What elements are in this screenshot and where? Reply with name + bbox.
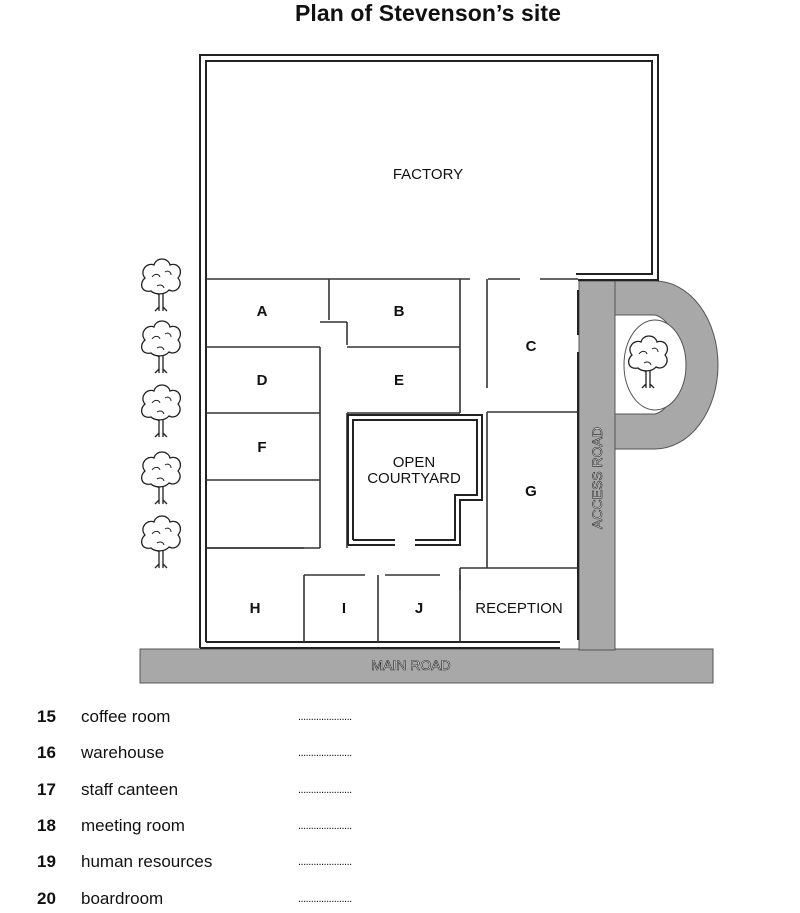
answer-blank[interactable]: ..................... xyxy=(298,893,352,905)
question-row xyxy=(0,852,800,876)
answer-blank[interactable]: ..................... xyxy=(298,820,352,832)
room-f: F xyxy=(257,439,267,456)
question-row xyxy=(0,889,800,913)
tree-icon xyxy=(142,259,181,311)
tree-icon xyxy=(142,385,181,437)
answer-blank[interactable]: ..................... xyxy=(298,784,352,796)
question-row xyxy=(0,743,800,767)
room-g: G xyxy=(525,483,537,500)
question-number: 15 xyxy=(37,707,56,726)
tree-icon xyxy=(142,516,181,568)
room-j: J xyxy=(414,600,424,617)
room-h: H xyxy=(249,600,261,617)
question-row xyxy=(0,707,800,731)
question-number: 20 xyxy=(37,889,56,908)
question-label: coffee room xyxy=(81,707,171,726)
question-label: staff canteen xyxy=(81,780,179,799)
room-d: D xyxy=(256,372,268,389)
question-label: boardroom xyxy=(81,889,164,908)
room-a: A xyxy=(256,303,268,320)
question-number: 16 xyxy=(37,743,56,762)
question-number: 19 xyxy=(37,852,56,871)
page-title: Plan of Stevenson’s site xyxy=(294,0,562,26)
tree-icon xyxy=(142,321,181,373)
question-row xyxy=(0,780,800,804)
room-e: E xyxy=(393,372,405,389)
answer-blank[interactable]: ..................... xyxy=(298,711,352,723)
main-road-label: MAIN ROAD xyxy=(371,657,451,673)
question-label: human resources xyxy=(81,852,213,871)
answer-blank[interactable]: ..................... xyxy=(298,747,352,759)
question-number: 18 xyxy=(37,816,56,835)
question-row xyxy=(0,816,800,840)
courtyard-label-line2: COURTYARD xyxy=(367,470,461,487)
courtyard-label-line1: OPEN xyxy=(392,454,436,471)
question-number: 17 xyxy=(37,780,56,799)
reception-label: RECEPTION xyxy=(475,600,563,617)
question-label: warehouse xyxy=(81,743,165,762)
answer-blank[interactable]: ..................... xyxy=(298,856,352,868)
access-road-label: ACCESS ROAD xyxy=(589,427,605,529)
room-c: C xyxy=(525,338,537,355)
room-i: I xyxy=(341,600,347,617)
tree-icon xyxy=(142,452,181,504)
factory-label: FACTORY xyxy=(392,166,464,183)
room-b: B xyxy=(393,303,405,320)
question-label: meeting room xyxy=(81,816,185,835)
